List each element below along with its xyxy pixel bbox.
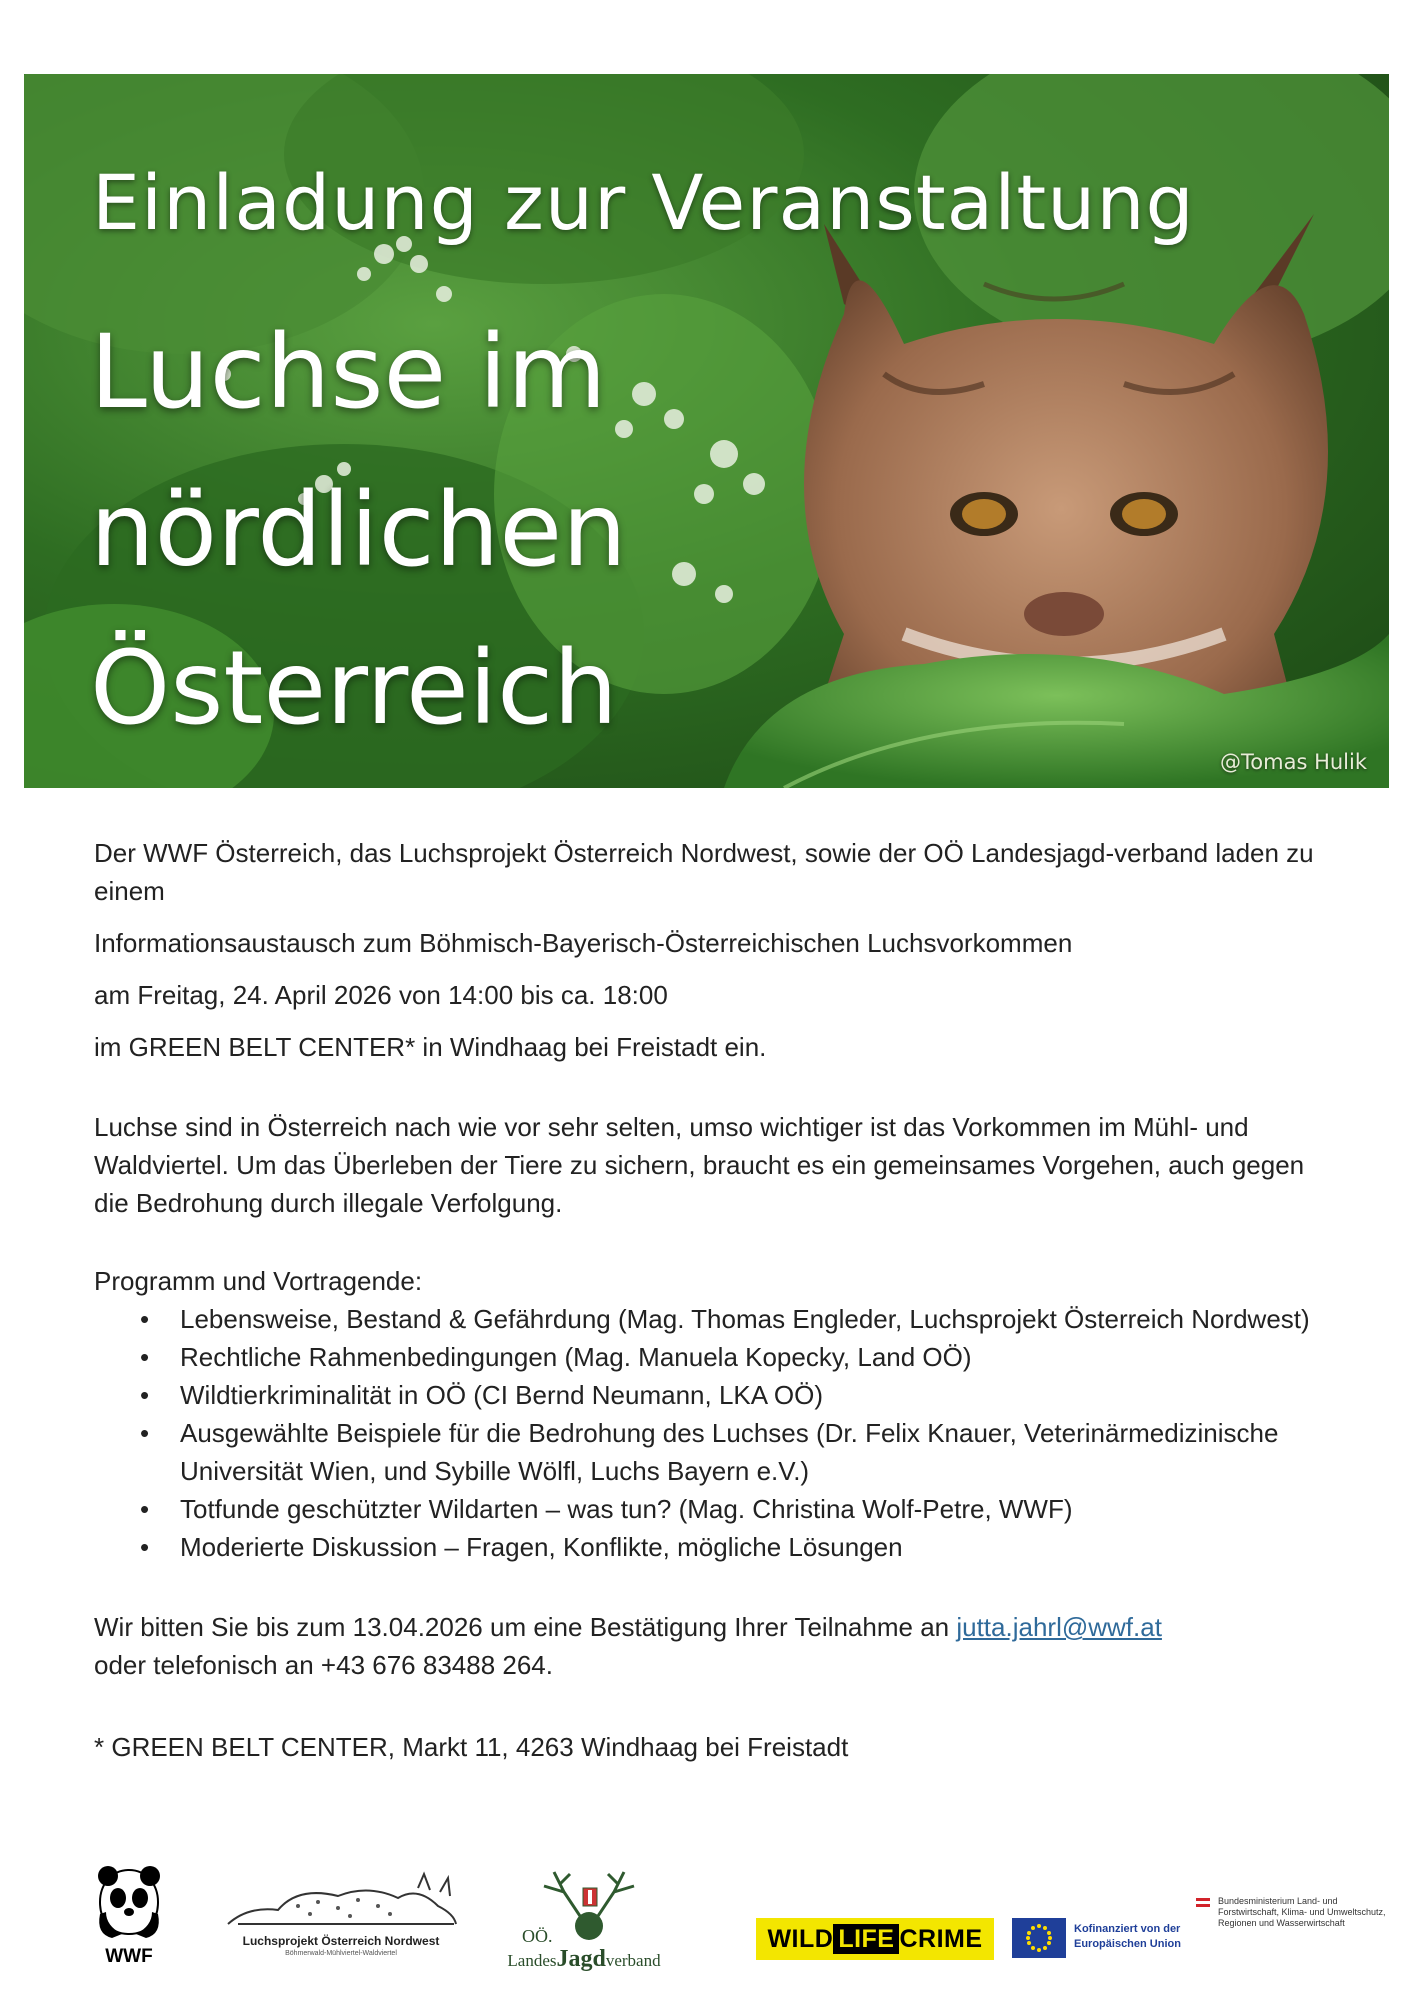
event-date: am Freitag, 24. April 2026 von 14:00 bis ca. 18:00 (94, 980, 668, 1010)
invitation-body (94, 834, 1334, 1766)
eu-cofunding-text: Kofinanziert von der Europäischen Union (1074, 1923, 1181, 1950)
wildlife-wild: WILD (767, 1925, 834, 1953)
invitation-intro: Der WWF Österreich, das Luchsprojekt Österreich Nordwest, sowie der OÖ Landesjagd-verband laden zu einem (94, 838, 1314, 906)
event-title-line: Luchse im (90, 313, 607, 432)
panda-icon (92, 1864, 166, 1940)
program-item: • Moderierte Diskussion – Fragen, Konflikte, mögliche Lösungen (180, 1528, 1334, 1566)
ljv-jagd: Jagd (556, 1946, 606, 1972)
wildlife-life: LIFE (833, 1924, 899, 1954)
eu-cofunding-logo (1012, 1918, 1192, 1960)
ljv-suffix: verband (605, 1951, 661, 1970)
stag-icon (494, 1862, 674, 1942)
event-title (90, 294, 790, 768)
program-item: • Ausgewählte Beispiele für die Bedrohung des Luchses (Dr. Felix Knauer, Veterinärmedizinische Universität Wien, und Sybille Wölfl, Luchs Bayern e.V.) (180, 1414, 1334, 1490)
wwf-logo (92, 1864, 166, 1968)
rsvp-email-link[interactable]: jutta.jahrl@wwf.at (956, 1612, 1162, 1642)
program-item: • Wildtierkriminalität in OÖ (CI Bernd Neumann, LKA OÖ) (180, 1376, 1334, 1414)
program-item: • Rechtliche Rahmenbedingungen (Mag. Manuela Kopecky, Land OÖ) (180, 1338, 1334, 1376)
event-location: im GREEN BELT CENTER* in Windhaag bei Freistadt ein. (94, 1032, 767, 1062)
program-heading: Programm und Vortragende: (94, 1266, 423, 1296)
rsvp-text: Wir bitten Sie bis zum 13.04.2026 um eine Bestätigung Ihrer Teilnahme an (94, 1612, 957, 1642)
wildlife-crime-wordmark (756, 1918, 994, 1960)
rsvp-phone-text: oder telefonisch an +43 676 83488 264. (94, 1650, 553, 1680)
photo-credit: @Tomas Hulik (1220, 750, 1367, 774)
luchsprojekt-name: Luchsprojekt Österreich Nordwest (242, 1934, 440, 1948)
luchsprojekt-logo (218, 1866, 464, 1970)
wildlife-crime: CRIME (899, 1925, 983, 1953)
luchsprojekt-region: Böhmerwald-Mühlviertel-Waldviertel (285, 1950, 397, 1957)
ministry-name: Bundesministerium Land- und Forstwirtschaft, Klima- und Umweltschutz, Regionen und Wasserwirtschaft (1218, 1896, 1386, 1928)
program-item: • Totfunde geschützter Wildarten – was tun? (Mag. Christina Wolf-Petre, WWF) (180, 1490, 1334, 1528)
eu-flag-icon (1012, 1918, 1066, 1958)
landesjagdverband-name (494, 1946, 674, 1973)
hero-image (24, 74, 1389, 788)
wildlife-crime-logo (756, 1918, 994, 1960)
ljv-prefix: Landes (507, 1951, 557, 1970)
event-description: Luchse sind in Österreich nach wie vor sehr selten, umso wichtiger ist das Vorkommen im Mühl- und Waldviertel. Um das Überleben der Tiere zu sichern, braucht es ein gemeinsames Vorgehen, auch gegen die Bedrohung durch illegale Verfolgung. (94, 1112, 1305, 1218)
lynx-sketch-icon (218, 1866, 464, 1932)
wwf-label: WWF (105, 1946, 153, 1967)
venue-footnote: * GREEN BELT CENTER, Markt 11, 4263 Windhaag bei Freistadt (94, 1732, 849, 1762)
landesjagdverband-logo (494, 1862, 674, 1978)
event-invitation-heading: Einladung zur Veranstaltung (92, 158, 1195, 247)
event-title-line: Österreich (90, 629, 618, 748)
ministry-logo (1196, 1896, 1386, 1976)
program-list (94, 1300, 1334, 1566)
ooe-label: OÖ. (522, 1926, 553, 1946)
austria-flag-icon (1196, 1898, 1210, 1907)
rsvp-request (94, 1608, 1334, 1684)
eu-stars-icon (1012, 1918, 1066, 1958)
event-topic: Informationsaustausch zum Böhmisch-Bayerisch-Österreichischen Luchsvorkommen (94, 928, 1073, 958)
partner-logos (0, 1860, 1414, 1980)
program-item: • Lebensweise, Bestand & Gefährdung (Mag. Thomas Engleder, Luchsprojekt Österreich Nordwest) (180, 1300, 1334, 1338)
event-title-line: nördlichen (90, 471, 627, 590)
